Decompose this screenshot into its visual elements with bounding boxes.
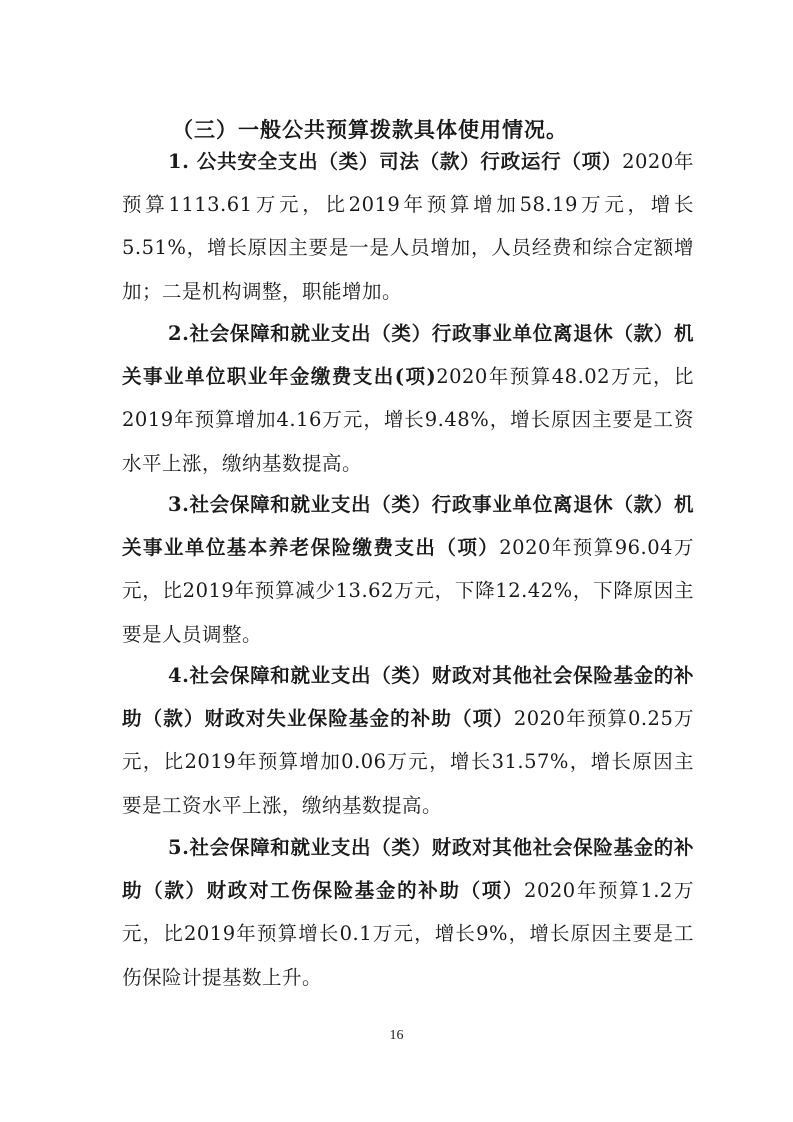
budget-item-3-title: 3.社会保障和就业支出（类）行政事业单位离退休（款）机关事业单位基本养老保险缴费支出（项） (122, 493, 694, 560)
budget-item-2-title: 2.社会保障和就业支出（类）行政事业单位离退休（款）机关事业单位职业年金缴费支出(项) (122, 322, 694, 389)
budget-item-4 (122, 654, 694, 827)
budget-item-1-text: 2020年预算1113.61万元，比2019年预算增加58.19万元，增长5.51%，增长原因主要是一是人员增加，人员经费和综合定额增加；二是机构调整，职能增加。 (122, 150, 694, 303)
budget-item-5-text: 2020年预算1.2万元，比2019年预算增长0.1万元，增长9%，增长原因主要是工伤保险计提基数上升。 (122, 879, 694, 989)
page-number: 16 (389, 1028, 404, 1043)
budget-item-3-text: 2020年预算96.04万元，比2019年预算减少13.62万元，下降12.42%，下降原因主要是人员调整。 (122, 536, 694, 646)
budget-item-4-text: 2020年预算0.25万元，比2019年预算增加0.06万元，增长31.57%，增长原因主要是工资水平上涨，缴纳基数提高。 (122, 707, 694, 817)
budget-item-4-title: 4.社会保障和就业支出（类）财政对其他社会保险基金的补助（款）财政对失业保险基金的补助（项） (122, 664, 694, 731)
budget-item-3 (122, 483, 694, 656)
budget-item-1-title: 1. 公共安全支出（类）司法（款）行政运行（项） (168, 150, 623, 173)
budget-item-5 (122, 826, 694, 999)
budget-item-1 (122, 140, 694, 313)
budget-item-5-title: 5.社会保障和就业支出（类）财政对其他社会保险基金的补助（款）财政对工伤保险基金的补助（项） (122, 836, 694, 903)
budget-item-2 (122, 312, 694, 485)
budget-item-2-text: 2020年预算48.02万元，比2019年预算增加4.16万元，增长9.48%，增长原因主要是工资水平上涨，缴纳基数提高。 (122, 365, 695, 475)
section-heading: （三）一般公共预算拨款具体使用情况。 (172, 117, 568, 143)
